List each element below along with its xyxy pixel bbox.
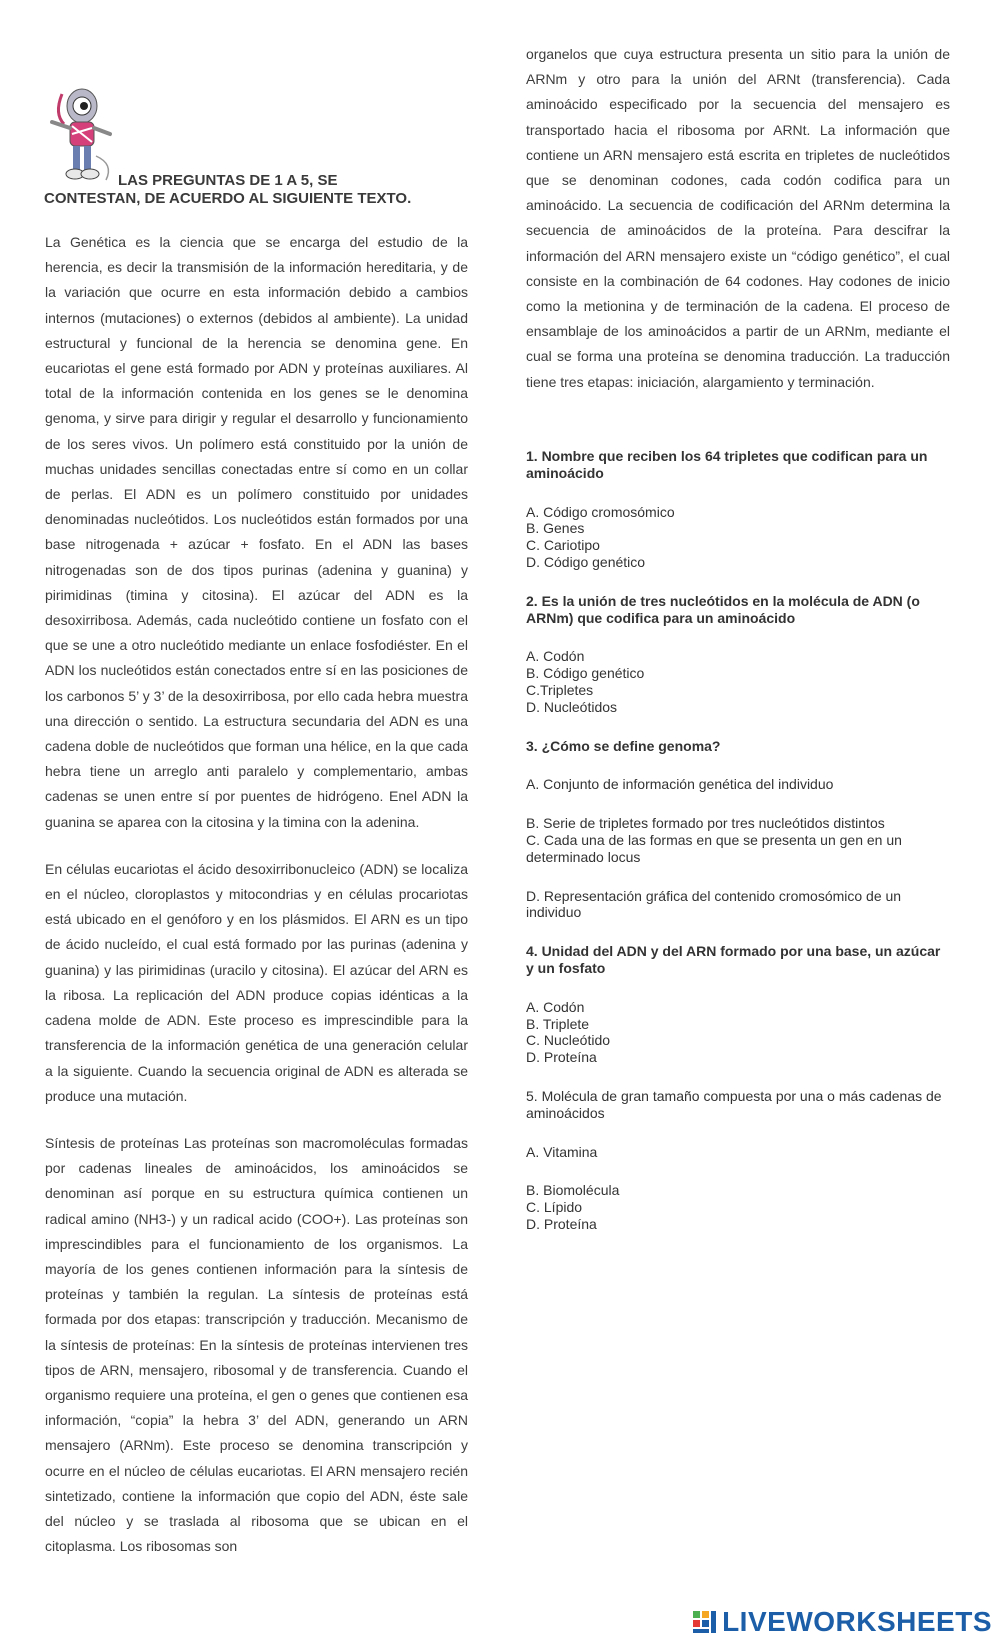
reading-text-right-column — [526, 42, 950, 395]
question-2-title: 2. Es la unión de tres nucleótidos en la molécula de ADN (o ARNm) que codifica para un aminoácido — [526, 592, 920, 626]
question-2-option-b[interactable]: B. Código genético — [526, 665, 645, 682]
heading-line-1: LAS PREGUNTAS DE 1 A 5, SE — [118, 172, 338, 189]
paragraph-protein-synthesis: Síntesis de proteínas Las proteínas son macromoléculas formadas por cadenas lineales de aminoácidos, los aminoácidos se denominan así porque en su estructura química contienen un radical amino (NH3-) y un radical acido (COO+). Las proteínas son imprescindibles para el funcionamiento de los organismos. La mayoría de los genes contienen información para la síntesis de proteínas y también la regulan. La síntesis de proteínas está formada por dos etapas: transcripción y traducción. Mecanismo de la síntesis de proteínas: En la síntesis de proteínas intervienen tres tipos de ARN, mensajero, ribosomal y de transferencia. Cuando el organismo requiere una proteína, el gen o genes que contienen esa información, “copia” la hebra 3’ del ADN, generando un ARN mensajero (ARNm). Este proceso se denomina transcripción y ocurre en el núcleo de células eucariotas. El ARN mensajero recién sintetizado, contiene la información que copio del ADN, éste sale del núcleo y se traslada al ribosoma que se ubican en el citoplasma. Los ribosomas son — [45, 1134, 468, 1555]
questions-section — [526, 448, 950, 1255]
question-1-option-d[interactable]: D. Código genético — [526, 553, 646, 570]
question-1-option-b[interactable]: B. Genes — [526, 520, 585, 537]
question-3-option-c[interactable]: C. Cada una de las formas en que se presenta un gen en un determinado locus — [526, 831, 902, 865]
question-4-option-b[interactable]: B. Triplete — [526, 1015, 590, 1032]
question-2-option-c[interactable]: C.Tripletes — [526, 681, 594, 698]
liveworksheets-logo-icon — [692, 1609, 718, 1635]
question-3-option-b[interactable]: B. Serie de tripletes formado por tres nucleótidos distintos — [526, 815, 885, 832]
question-1 — [526, 448, 950, 571]
question-4-option-c[interactable]: C. Nucleótido — [526, 1032, 611, 1049]
question-2-option-a[interactable]: A. Codón — [526, 648, 585, 665]
question-3-option-a[interactable]: A. Conjunto de información genética del individuo — [526, 776, 834, 793]
question-5-option-d[interactable]: D. Proteína — [526, 1215, 597, 1232]
paragraph-translation: organelos que cuya estructura presenta un sitio para la unión de ARNm y otro para la unión del ARNt (transferencia). Cada aminoácido especificado por la secuencia del mensajero es transportado hacia el ribosoma por ARNt. La información que contiene un ARN mensajero está escrita en tripletes de nucleótidos que se denominan codones, cada codón codifica para un aminoácido. La secuencia de codificación del ARNm determina la secuencia de aminoácidos de la proteína. Para descifrar la información del ARN mensajero existe un “código genético”, el cual consiste en la combinación de 64 codones. Hay codones de inicio como la metionina y de terminación de la cadena. El proceso de ensamblaje de los aminoácidos a partir de un ARNm, mediante el cual se forma una proteína se denomina traducción. La traducción tiene tres etapas: iniciación, alargamiento y terminación. — [526, 46, 950, 390]
question-1-option-a[interactable]: A. Código cromosómico — [526, 503, 675, 520]
question-3 — [526, 738, 950, 922]
liveworksheets-footer — [692, 1607, 992, 1637]
instructions-heading — [44, 172, 454, 208]
question-2-option-d[interactable]: D. Nucleótidos — [526, 698, 618, 715]
question-4-title: 4. Unidad del ADN y del ARN formado por una base, un azúcar y un fosfato — [526, 943, 941, 976]
heading-line-2: CONTESTAN, DE ACUERDO AL SIGUIENTE TEXTO. — [44, 190, 412, 207]
question-5-option-b[interactable]: B. Biomolécula — [526, 1182, 620, 1199]
question-4-option-a[interactable]: A. Codón — [526, 998, 585, 1015]
question-5-title: 5. Molécula de gran tamaño compuesta por una o más cadenas de aminoácidos — [526, 1087, 942, 1121]
question-2 — [526, 593, 950, 716]
brand-name: LIVEWORKSHEETS — [722, 1606, 992, 1637]
question-3-option-d[interactable]: D. Representación gráfica del contenido cromosómico de un individuo — [526, 887, 902, 921]
paragraph-genetics: La Genética es la ciencia que se encarga del estudio de la herencia, es decir la transmisión de la información hereditaria, y de la variación que ocurre en esta información debido a cambios internos (mutaciones) o externos (debidos al ambiente). La unidad estructural y funcional de la herencia se denomina gene. En eucariotas el gene está formado por ADN y proteínas auxiliares. Al total de la información contenida en los genes se le denomina genoma, y sirve para dirigir y regular el desarrollo y funcionamiento de los seres vivos. Un polímero está constituido por la unión de muchas unidades sencillas conectadas entre sí como en un collar de perlas. El ADN es un polímero constituido por unidades denominadas nucleótidos. Los nucleótidos están formados por una base nitrogenada + azúcar + fosfato. En el ADN las bases nitrogenadas son de dos tipos purinas (adenina y guanina) y pirimidinas (timina y citosina). El azúcar del ADN es la desoxirribosa. Además, cada nucleótido contiene un fosfato con el que se une a otro nucleótido mediante un enlace fosfodiéster. En el ADN los nucleótidos están conectados entre sí en las posiciones de los carbonos 5’ y 3’ de la desoxirribosa, por ello cada hebra muestra una dirección o sentido. La estructura secundaria del ADN es una cadena doble de nucleótidos que forman una hélice, en la que cada hebra tiene un arreglo anti paralelo y complementario, ambas cadenas se unen entre sí por puentes de hidrógeno. Enel ADN la guanina se aparea con la citosina y la timina con la adenina. — [45, 234, 468, 830]
question-5 — [526, 1088, 950, 1233]
question-1-title: 1. Nombre que reciben los 64 tripletes que codifican para un aminoácido — [526, 448, 928, 481]
paragraph-dna-location: En células eucariotas el ácido desoxirribonucleico (ADN) se localiza en el núcleo, cloroplastos y mitocondrias y en células procariotas está ubicado en el genóforo y en los plásmidos. El ARN es un tipo de ácido nucleído, el cual está formado por las purinas (adenina y guanina) y las pirimidinas (uracilo y citosina). El azúcar del ARN es la ribosa. La replicación del ADN produce copias idénticas a la cadena molde de ADN. Este proceso es imprescindible para la transferencia de la información genética de una generación celular a la siguiente. Cuando la secuencia original de ADN es alterada se produce una mutación. — [45, 860, 468, 1104]
question-5-option-a[interactable]: A. Vitamina — [526, 1143, 598, 1160]
question-4-option-d[interactable]: D. Proteína — [526, 1049, 597, 1066]
question-4 — [526, 943, 950, 1066]
question-1-option-c[interactable]: C. Cariotipo — [526, 537, 600, 554]
reading-text-left-column — [45, 230, 468, 1581]
cartoon-mascot-illustration — [44, 84, 124, 184]
question-5-option-c[interactable]: C. Lípido — [526, 1199, 583, 1216]
question-3-title: 3. ¿Cómo se define genoma? — [526, 737, 721, 754]
